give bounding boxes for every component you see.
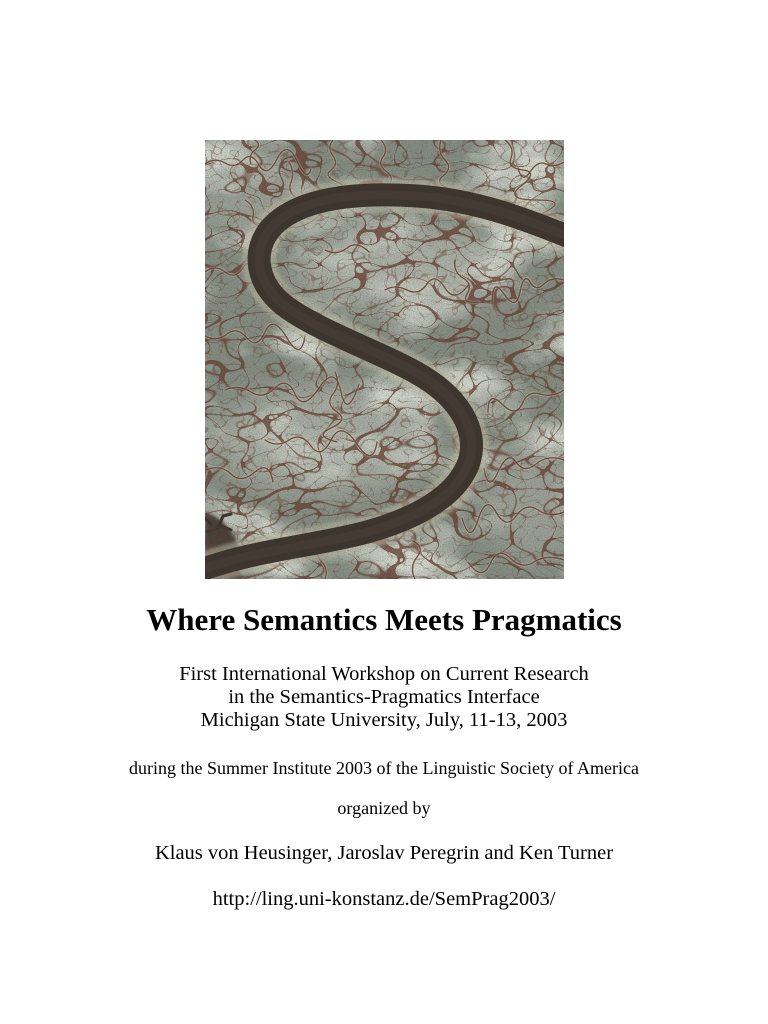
workshop-subtitle: [0, 663, 768, 732]
subtitle-line: First International Workshop on Current Research: [179, 663, 589, 685]
cover-photo: [205, 140, 564, 579]
subtitle-line: Michigan State University, July, 11-13, 2003: [200, 709, 568, 731]
page-title: Where Semantics Meets Pragmatics: [146, 602, 622, 637]
organized-by-label: organized by: [337, 798, 431, 818]
workshop-url: http://ling.uni-konstanz.de/SemPrag2003/: [212, 888, 556, 910]
organizers: Klaus von Heusinger, Jaroslav Peregrin and Ken Turner: [154, 842, 614, 864]
photo-grain: [205, 140, 564, 579]
subtitle-line: in the Semantics-Pragmatics Interface: [228, 686, 540, 708]
context-line: during the Summer Institute 2003 of the Linguistic Society of America: [129, 758, 639, 778]
